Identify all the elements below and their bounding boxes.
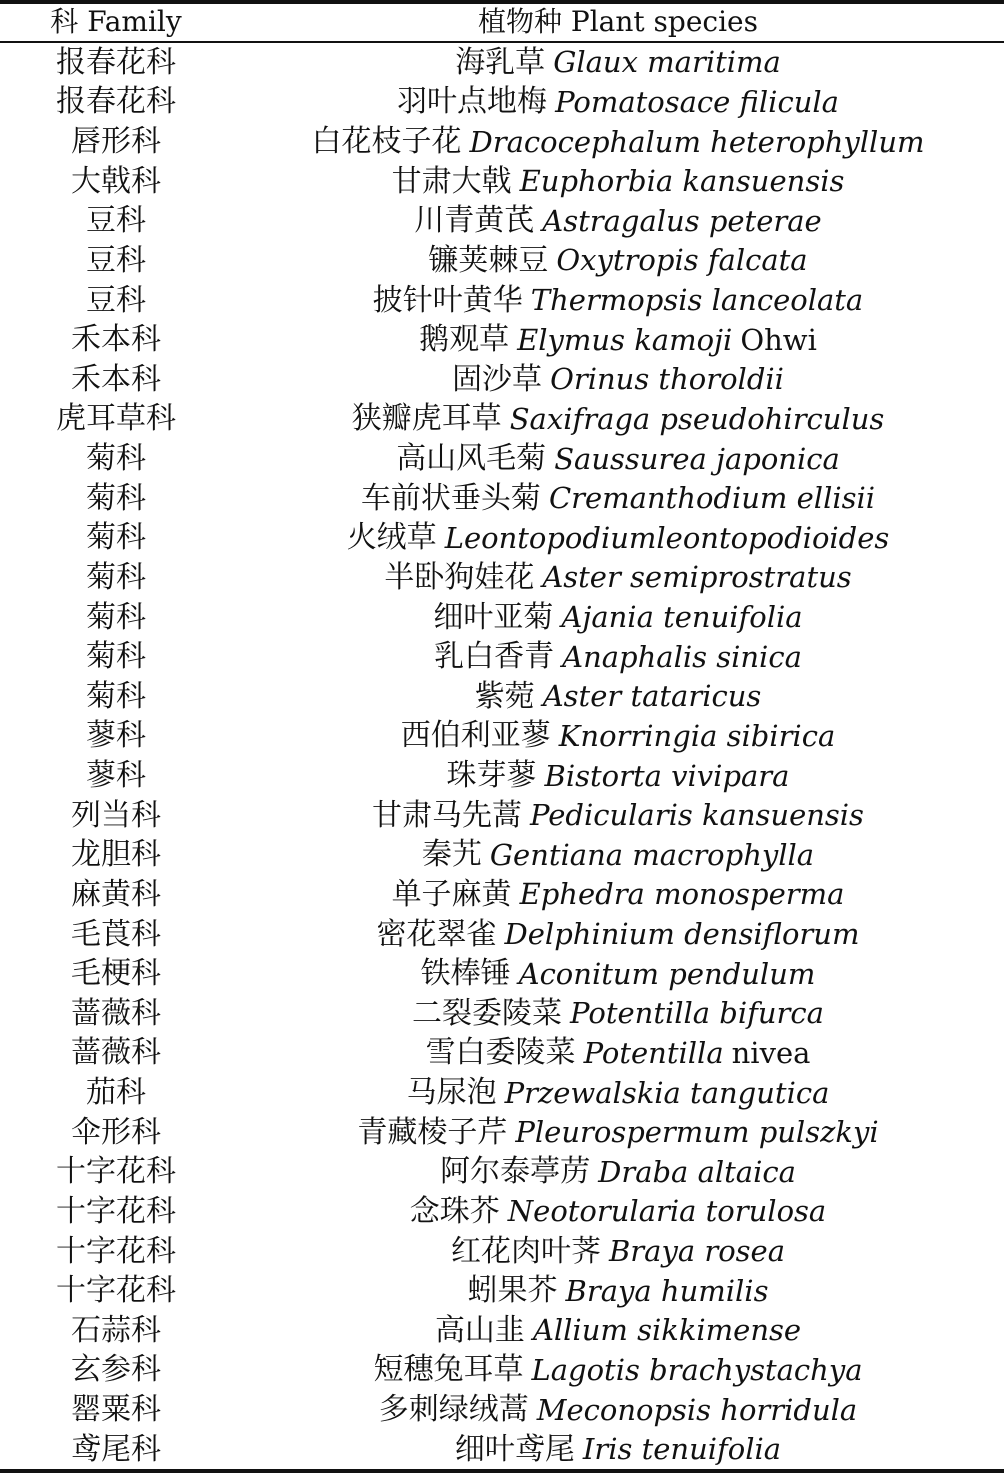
species-cell bbox=[232, 915, 1004, 955]
species-cell bbox=[232, 598, 1004, 638]
species-latin-name: Braya rosea bbox=[608, 1234, 785, 1269]
species-chinese-name: 紫菀 bbox=[474, 678, 535, 714]
table-row bbox=[0, 400, 1004, 440]
species-cell bbox=[232, 558, 1004, 598]
species-cell bbox=[232, 439, 1004, 479]
family-cell: 罂粟科 bbox=[71, 1392, 161, 1428]
species-cell bbox=[232, 519, 1004, 559]
table-row bbox=[0, 598, 1004, 638]
species-cell bbox=[232, 1034, 1004, 1074]
family-cell: 菊科 bbox=[86, 441, 146, 477]
species-cell bbox=[232, 43, 1004, 83]
species-latin-name: Potentilla bifurca bbox=[570, 996, 824, 1031]
table-row bbox=[0, 1192, 1004, 1232]
family-cell: 蔷薇科 bbox=[71, 995, 161, 1031]
species-chinese-name: 乳白香青 bbox=[434, 639, 555, 675]
table-row bbox=[0, 519, 1004, 559]
species-cell bbox=[232, 1232, 1004, 1272]
table-row bbox=[0, 1034, 1004, 1074]
species-chinese-name: 单子麻黄 bbox=[391, 876, 512, 912]
table-bottom-rule bbox=[0, 1469, 1004, 1473]
family-cell: 十字花科 bbox=[56, 1233, 176, 1269]
species-latin-name: Ephedra monosperma bbox=[519, 877, 845, 912]
species-latin-name: Euphorbia kansuensis bbox=[519, 164, 845, 199]
table-row bbox=[0, 954, 1004, 994]
table-row bbox=[0, 1311, 1004, 1351]
species-chinese-name: 蚓果芥 bbox=[467, 1273, 558, 1309]
family-cell: 伞形科 bbox=[71, 1114, 161, 1150]
family-cell: 菊科 bbox=[86, 678, 146, 714]
species-latin-name: Potentilla bbox=[583, 1035, 724, 1070]
table-row bbox=[0, 122, 1004, 162]
species-chinese-name: 短穗兔耳草 bbox=[373, 1352, 524, 1388]
species-chinese-name: 狭瓣虎耳草 bbox=[351, 401, 502, 437]
species-chinese-name: 细叶亚菊 bbox=[433, 599, 554, 635]
table-row bbox=[0, 637, 1004, 677]
family-cell: 菊科 bbox=[86, 599, 146, 635]
table-row bbox=[0, 836, 1004, 876]
species-cell bbox=[232, 994, 1004, 1034]
species-latin-name: Leontopodiumleontopodioides bbox=[444, 520, 890, 555]
table-row bbox=[0, 162, 1004, 202]
table-row bbox=[0, 241, 1004, 281]
table-header-row bbox=[0, 3, 1004, 41]
species-latin-name: Glaux maritima bbox=[553, 45, 781, 80]
species-latin-name: Thermopsis lanceolata bbox=[530, 283, 864, 318]
family-cell: 蓼科 bbox=[86, 718, 146, 754]
species-latin-name: Neotorularia torulosa bbox=[507, 1194, 827, 1229]
species-chinese-name: 镰荚棘豆 bbox=[428, 242, 549, 278]
species-chinese-name: 火绒草 bbox=[346, 520, 437, 556]
species-cell bbox=[232, 320, 1004, 360]
species-latin-name: Ajania tenuifolia bbox=[561, 600, 803, 635]
species-latin-name: Elymus kamoji bbox=[517, 322, 733, 357]
table-row bbox=[0, 1271, 1004, 1311]
species-latin-name: Orinus thoroldii bbox=[550, 362, 784, 397]
species-cell bbox=[232, 1271, 1004, 1311]
species-cell bbox=[232, 122, 1004, 162]
table-row bbox=[0, 677, 1004, 717]
species-cell bbox=[232, 796, 1004, 836]
table-row bbox=[0, 1232, 1004, 1272]
species-cell bbox=[232, 1390, 1004, 1430]
species-cell bbox=[232, 637, 1004, 677]
family-cell: 列当科 bbox=[71, 797, 161, 833]
table-row bbox=[0, 1153, 1004, 1193]
table-row bbox=[0, 558, 1004, 598]
family-cell: 十字花科 bbox=[56, 1154, 176, 1190]
species-chinese-name: 多刺绿绒蒿 bbox=[378, 1392, 529, 1428]
family-cell: 蓼科 bbox=[86, 758, 146, 794]
table-row bbox=[0, 43, 1004, 83]
species-latin-name: Pomatosace filicula bbox=[555, 84, 839, 119]
family-cell: 十字花科 bbox=[56, 1193, 176, 1229]
species-chinese-name: 铁棒锤 bbox=[420, 956, 511, 992]
species-author: nivea bbox=[731, 1035, 811, 1070]
table-row bbox=[0, 360, 1004, 400]
table-row bbox=[0, 479, 1004, 519]
species-cell bbox=[232, 241, 1004, 281]
family-cell: 鸢尾科 bbox=[71, 1431, 161, 1467]
species-chinese-name: 青藏棱子芹 bbox=[357, 1114, 508, 1150]
species-chinese-name: 秦艽 bbox=[421, 837, 482, 873]
species-latin-name: Braya humilis bbox=[565, 1273, 769, 1308]
species-cell bbox=[232, 162, 1004, 202]
species-latin-name: Astragalus peterae bbox=[542, 203, 822, 238]
table-row bbox=[0, 281, 1004, 321]
family-cell: 十字花科 bbox=[56, 1273, 176, 1309]
family-cell: 菊科 bbox=[86, 639, 146, 675]
table-row bbox=[0, 915, 1004, 955]
family-cell: 菊科 bbox=[86, 520, 146, 556]
species-latin-name: Knorringia sibirica bbox=[558, 718, 836, 753]
species-chinese-name: 高山风毛菊 bbox=[396, 441, 547, 477]
species-latin-name: Oxytropis falcata bbox=[556, 243, 808, 278]
family-cell: 禾本科 bbox=[71, 322, 161, 358]
species-chinese-name: 密花翠雀 bbox=[376, 916, 497, 952]
species-latin-name: Meconopsis horridula bbox=[536, 1392, 858, 1427]
species-chinese-name: 雪白委陵菜 bbox=[425, 1035, 576, 1071]
family-cell: 唇形科 bbox=[71, 124, 161, 160]
species-latin-name: Draba altaica bbox=[598, 1154, 796, 1189]
family-cell: 菊科 bbox=[86, 559, 146, 595]
species-chinese-name: 二裂委陵菜 bbox=[412, 995, 563, 1031]
species-chinese-name: 红花肉叶荠 bbox=[450, 1233, 601, 1269]
family-cell: 龙胆科 bbox=[71, 837, 161, 873]
species-latin-name: Aster semiprostratus bbox=[542, 560, 852, 595]
family-cell: 麻黄科 bbox=[71, 876, 161, 912]
species-chinese-name: 高山韭 bbox=[434, 1312, 525, 1348]
species-cell bbox=[232, 954, 1004, 994]
species-cell bbox=[232, 1153, 1004, 1193]
species-author: Ohwi bbox=[740, 322, 817, 357]
header-plant-species: 植物种 Plant species bbox=[477, 5, 758, 38]
species-latin-name: Allium sikkimense bbox=[532, 1313, 802, 1348]
species-latin-name: Lagotis brachystachya bbox=[531, 1352, 863, 1387]
table-row bbox=[0, 439, 1004, 479]
species-chinese-name: 马尿泡 bbox=[406, 1075, 497, 1111]
family-cell: 报春花科 bbox=[56, 84, 176, 120]
table-row bbox=[0, 320, 1004, 360]
table-row bbox=[0, 1390, 1004, 1430]
species-cell bbox=[232, 83, 1004, 123]
family-cell: 虎耳草科 bbox=[56, 401, 176, 437]
family-cell: 菊科 bbox=[86, 480, 146, 516]
table-row bbox=[0, 1113, 1004, 1153]
table-row bbox=[0, 202, 1004, 242]
table-row bbox=[0, 994, 1004, 1034]
family-cell: 报春花科 bbox=[56, 44, 176, 80]
family-cell: 蔷薇科 bbox=[71, 1035, 161, 1071]
species-latin-name: Przewalskia tangutica bbox=[504, 1075, 830, 1110]
species-chinese-name: 车前状垂头菊 bbox=[360, 480, 541, 516]
species-cell bbox=[232, 479, 1004, 519]
species-chinese-name: 固沙草 bbox=[452, 361, 543, 397]
species-cell bbox=[232, 1113, 1004, 1153]
species-cell bbox=[232, 836, 1004, 876]
table-row bbox=[0, 875, 1004, 915]
species-latin-name: Pleurospermum pulszkyi bbox=[515, 1115, 879, 1150]
species-cell bbox=[232, 677, 1004, 717]
species-cell bbox=[232, 1351, 1004, 1391]
species-latin-name: Saxifraga pseudohirculus bbox=[509, 401, 885, 436]
species-latin-name: Aconitum pendulum bbox=[518, 956, 816, 991]
table-row bbox=[0, 756, 1004, 796]
table-row bbox=[0, 1351, 1004, 1391]
species-latin-name: Delphinium densiflorum bbox=[504, 917, 860, 952]
header-family: 科 Family bbox=[50, 5, 182, 38]
species-cell bbox=[232, 1430, 1004, 1470]
species-latin-name: Pedicularis kansuensis bbox=[530, 798, 864, 833]
species-latin-name: Saussurea japonica bbox=[554, 441, 840, 476]
species-chinese-name: 半卧狗娃花 bbox=[384, 559, 535, 595]
species-latin-name: Dracocephalum heterophyllum bbox=[469, 124, 925, 159]
species-latin-name: Iris tenuifolia bbox=[582, 1432, 782, 1467]
species-cell bbox=[232, 1311, 1004, 1351]
family-cell: 豆科 bbox=[86, 282, 146, 318]
family-cell: 毛莨科 bbox=[71, 916, 161, 952]
species-chinese-name: 甘肃马先蒿 bbox=[372, 797, 523, 833]
species-latin-name: Gentiana macrophylla bbox=[489, 837, 815, 872]
table-row bbox=[0, 1430, 1004, 1470]
table-row bbox=[0, 83, 1004, 123]
species-cell bbox=[232, 281, 1004, 321]
family-cell: 禾本科 bbox=[71, 361, 161, 397]
species-cell bbox=[232, 875, 1004, 915]
species-chinese-name: 鹅观草 bbox=[419, 322, 510, 358]
species-chinese-name: 披针叶黄华 bbox=[372, 282, 523, 318]
table-body bbox=[0, 43, 1004, 1469]
species-cell bbox=[232, 717, 1004, 757]
family-cell: 茄科 bbox=[86, 1075, 146, 1111]
table-row bbox=[0, 796, 1004, 836]
species-chinese-name: 甘肃大戟 bbox=[391, 163, 512, 199]
family-cell: 豆科 bbox=[86, 242, 146, 278]
species-chinese-name: 西伯利亚蓼 bbox=[400, 718, 551, 754]
species-cell bbox=[232, 1192, 1004, 1232]
species-chinese-name: 川青黄芪 bbox=[414, 203, 535, 239]
family-cell: 大戟科 bbox=[71, 163, 161, 199]
species-chinese-name: 白花枝子花 bbox=[311, 124, 462, 160]
species-cell bbox=[232, 360, 1004, 400]
species-latin-name: Bistorta vivipara bbox=[544, 758, 790, 793]
table-row bbox=[0, 1073, 1004, 1113]
species-cell bbox=[232, 400, 1004, 440]
species-chinese-name: 海乳草 bbox=[455, 44, 546, 80]
species-latin-name: Anaphalis sinica bbox=[562, 639, 802, 674]
species-chinese-name: 念珠芥 bbox=[409, 1193, 500, 1229]
species-latin-name: Cremanthodium ellisii bbox=[548, 481, 876, 516]
species-chinese-name: 阿尔泰葶苈 bbox=[440, 1154, 591, 1190]
species-latin-name: Aster tataricus bbox=[542, 679, 762, 714]
family-cell: 玄参科 bbox=[71, 1352, 161, 1388]
family-cell: 毛梗科 bbox=[71, 956, 161, 992]
species-chinese-name: 珠芽蓼 bbox=[446, 758, 537, 794]
species-cell bbox=[232, 756, 1004, 796]
family-cell: 豆科 bbox=[86, 203, 146, 239]
table-row bbox=[0, 717, 1004, 757]
species-cell bbox=[232, 1073, 1004, 1113]
species-cell bbox=[232, 202, 1004, 242]
species-chinese-name: 羽叶点地梅 bbox=[397, 84, 548, 120]
family-cell: 石蒜科 bbox=[71, 1312, 161, 1348]
species-chinese-name: 细叶鸢尾 bbox=[454, 1431, 575, 1467]
